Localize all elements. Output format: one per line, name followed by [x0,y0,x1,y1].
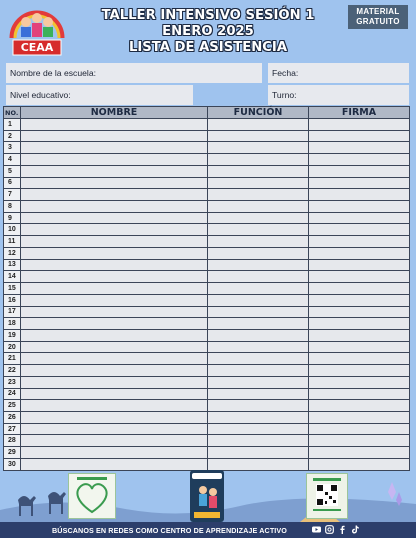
role-cell[interactable] [208,423,309,435]
table-row [4,177,410,189]
row-number: 18 [4,318,21,330]
youtube-icon[interactable] [312,525,321,534]
row-number: 12 [4,247,21,259]
name-cell[interactable] [21,329,208,341]
signature-cell[interactable] [309,224,410,236]
role-cell[interactable] [208,165,309,177]
role-cell[interactable] [208,259,309,271]
row-number: 1 [4,119,21,131]
education-level-label: Nivel educativo: [10,90,71,100]
role-cell[interactable] [208,341,309,353]
name-cell[interactable] [21,119,208,131]
name-cell[interactable] [21,130,208,142]
tiktok-icon[interactable] [351,525,360,534]
name-cell[interactable] [21,259,208,271]
signature-cell[interactable] [309,271,410,283]
row-number: 9 [4,212,21,224]
name-cell[interactable] [21,423,208,435]
name-cell[interactable] [21,165,208,177]
date-field[interactable] [268,63,409,83]
name-cell[interactable] [21,306,208,318]
table-row [4,271,410,283]
table-row [4,411,410,423]
header-role: FUNCIÓN [208,107,309,119]
signature-cell[interactable] [309,318,410,330]
row-number: 10 [4,224,21,236]
signature-cell[interactable] [309,341,410,353]
qr-card [306,473,348,519]
name-cell[interactable] [21,236,208,248]
role-cell[interactable] [208,177,309,189]
role-cell[interactable] [208,318,309,330]
header-signature: FIRMA [309,107,410,119]
table-row [4,318,410,330]
role-cell[interactable] [208,435,309,447]
name-cell[interactable] [21,271,208,283]
row-number: 19 [4,329,21,341]
signature-cell[interactable] [309,306,410,318]
name-cell[interactable] [21,224,208,236]
role-cell[interactable] [208,154,309,166]
table-row [4,435,410,447]
signature-cell[interactable] [309,154,410,166]
signature-cell[interactable] [309,365,410,377]
title-line2: ENERO 2025 [162,24,254,39]
facebook-icon[interactable] [338,525,347,534]
row-number: 15 [4,283,21,295]
social-icons [312,525,360,534]
table-row [4,341,410,353]
shift-label: Turno: [272,90,297,100]
role-cell[interactable] [208,365,309,377]
table-row [4,283,410,295]
name-cell[interactable] [21,353,208,365]
signature-cell[interactable] [309,283,410,295]
role-cell[interactable] [208,236,309,248]
promo-card-center [190,470,224,522]
signature-cell[interactable] [309,142,410,154]
name-cell[interactable] [21,388,208,400]
signature-cell[interactable] [309,177,410,189]
table-row [4,259,410,271]
row-number: 3 [4,142,21,154]
signature-cell[interactable] [309,236,410,248]
date-label: Fecha: [272,68,299,78]
table-row [4,306,410,318]
table-row [4,224,410,236]
table-row [4,353,410,365]
signature-cell[interactable] [309,400,410,412]
title-line1: TALLER INTENSIVO SESIÓN 1 [101,8,315,23]
row-number: 2 [4,130,21,142]
header-name: NOMBRE [21,107,208,119]
role-cell[interactable] [208,411,309,423]
name-cell[interactable] [21,247,208,259]
row-number: 28 [4,435,21,447]
name-cell[interactable] [21,142,208,154]
row-number: 4 [4,154,21,166]
role-cell[interactable] [208,294,309,306]
table-row [4,423,410,435]
row-number: 8 [4,201,21,213]
table-row [4,458,410,470]
table-row [4,294,410,306]
shift-field[interactable] [268,85,409,105]
name-cell[interactable] [21,201,208,213]
table-row [4,142,410,154]
row-number: 30 [4,458,21,470]
signature-cell[interactable] [309,119,410,131]
signature-cell[interactable] [309,189,410,201]
name-cell[interactable] [21,294,208,306]
row-number: 26 [4,411,21,423]
table-row [4,201,410,213]
role-cell[interactable] [208,400,309,412]
role-cell[interactable] [208,119,309,131]
school-name-field[interactable] [6,63,262,83]
role-cell[interactable] [208,447,309,459]
signature-cell[interactable] [309,201,410,213]
page-title [90,8,326,56]
role-cell[interactable] [208,306,309,318]
promo-card-left [68,473,116,519]
header-no: NO. [4,107,21,119]
table-row [4,447,410,459]
name-cell[interactable] [21,435,208,447]
name-cell[interactable] [21,283,208,295]
education-level-field[interactable] [6,85,193,105]
signature-cell[interactable] [309,411,410,423]
table-row [4,189,410,201]
table-row [4,400,410,412]
badge-line2: GRATUITO [356,17,400,26]
row-number: 25 [4,400,21,412]
name-cell[interactable] [21,458,208,470]
signature-cell[interactable] [309,458,410,470]
row-number: 24 [4,388,21,400]
school-name-label: Nombre de la escuela: [10,68,96,78]
row-number: 17 [4,306,21,318]
signature-cell[interactable] [309,259,410,271]
role-cell[interactable] [208,283,309,295]
row-number: 20 [4,341,21,353]
name-cell[interactable] [21,177,208,189]
name-cell[interactable] [21,154,208,166]
name-cell[interactable] [21,189,208,201]
table-row [4,247,410,259]
row-number: 27 [4,423,21,435]
signature-cell[interactable] [309,447,410,459]
decorative-scene [0,470,416,522]
signature-cell[interactable] [309,294,410,306]
signature-cell[interactable] [309,130,410,142]
table-row [4,388,410,400]
name-cell[interactable] [21,341,208,353]
table-row [4,365,410,377]
role-cell[interactable] [208,329,309,341]
role-cell[interactable] [208,458,309,470]
name-cell[interactable] [21,447,208,459]
signature-cell[interactable] [309,329,410,341]
signature-cell[interactable] [309,247,410,259]
row-number: 11 [4,236,21,248]
role-cell[interactable] [208,142,309,154]
row-number: 13 [4,259,21,271]
row-number: 23 [4,376,21,388]
logo-text: CEAA [20,41,54,54]
row-number: 21 [4,353,21,365]
signature-cell[interactable] [309,212,410,224]
name-cell[interactable] [21,365,208,377]
role-cell[interactable] [208,247,309,259]
signature-cell[interactable] [309,165,410,177]
signature-cell[interactable] [309,388,410,400]
signature-cell[interactable] [309,376,410,388]
attendance-table [3,106,409,471]
role-cell[interactable] [208,224,309,236]
role-cell[interactable] [208,376,309,388]
role-cell[interactable] [208,130,309,142]
name-cell[interactable] [21,411,208,423]
role-cell[interactable] [208,271,309,283]
table-row [4,165,410,177]
role-cell[interactable] [208,388,309,400]
table-header-row [4,107,410,119]
instagram-icon[interactable] [325,525,334,534]
signature-cell[interactable] [309,353,410,365]
row-number: 22 [4,365,21,377]
table-row [4,154,410,166]
row-number: 29 [4,447,21,459]
name-cell[interactable] [21,212,208,224]
footer-bar [0,522,416,538]
name-cell[interactable] [21,318,208,330]
row-number: 7 [4,189,21,201]
name-cell[interactable] [21,400,208,412]
role-cell[interactable] [208,189,309,201]
role-cell[interactable] [208,201,309,213]
role-cell[interactable] [208,353,309,365]
table-row [4,130,410,142]
signature-cell[interactable] [309,423,410,435]
table-row [4,119,410,131]
table-row [4,329,410,341]
signature-cell[interactable] [309,435,410,447]
row-number: 6 [4,177,21,189]
role-cell[interactable] [208,212,309,224]
name-cell[interactable] [21,376,208,388]
title-line3: LISTA DE ASISTENCIA [128,40,288,55]
row-number: 5 [4,165,21,177]
row-number: 16 [4,294,21,306]
table-row [4,376,410,388]
table-row [4,236,410,248]
table-row [4,212,410,224]
badge-line1: MATERIAL [356,7,400,16]
ceaa-logo [6,4,68,58]
free-material-badge [348,5,408,29]
row-number: 14 [4,271,21,283]
footer-text: BÚSCANOS EN REDES COMO CENTRO DE APRENDIZAJE ACTIVO [52,526,287,535]
